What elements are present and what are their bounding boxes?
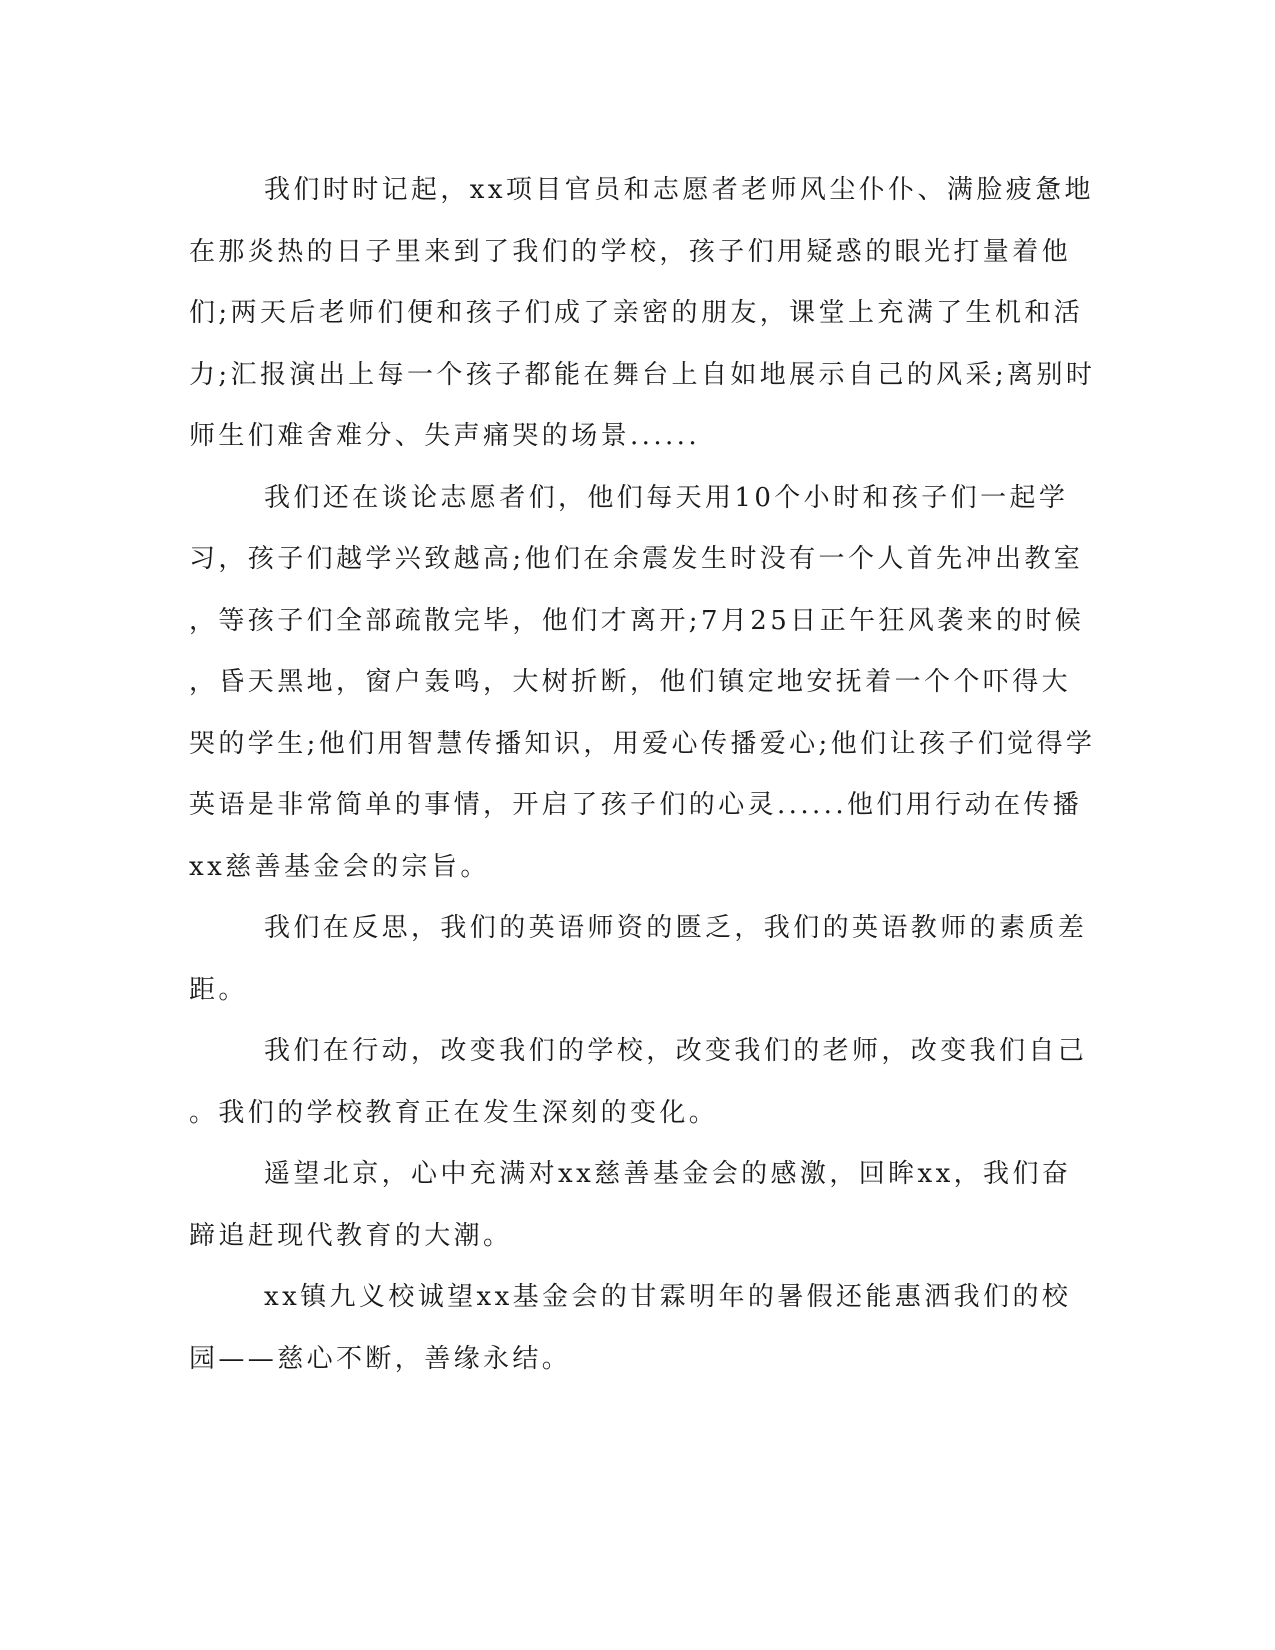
text-line: 园——慈心不断，善缘永结。: [189, 1343, 572, 1374]
paragraph: [189, 468, 1096, 899]
text-line: xx镇九义校诚望xx基金会的甘霖明年的暑假还能惠洒我们的校: [264, 1282, 1072, 1312]
text-line: ，昏天黑地，窗户轰鸣，大树折断，他们镇定地安抚着一个个吓得大: [189, 667, 1072, 697]
paragraph: [189, 160, 1096, 468]
text-line: 我们在反思，我们的英语师资的匮乏，我们的英语教师的素质差: [264, 913, 1088, 943]
text-line: 习，孩子们越学兴致越高;他们在余震发生时没有一个人首先冲出教室: [189, 544, 1084, 574]
text-line: 我们还在谈论志愿者们，他们每天用10个小时和孩子们一起学: [264, 482, 1069, 513]
text-line: 我们在行动，改变我们的学校，改变我们的老师，改变我们自己: [264, 1036, 1088, 1066]
text-line: 蹄追赶现代教育的大潮。: [189, 1220, 513, 1251]
text-line: 在那炎热的日子里来到了我们的学校，孩子们用疑惑的眼光打量着他: [189, 236, 1072, 267]
text-line: 。我们的学校教育正在发生深刻的变化。: [189, 1097, 719, 1128]
text-line: 距。: [189, 974, 248, 1005]
text-line: 哭的学生;他们用智慧传播知识，用爱心传播爱心;他们让孩子们觉得学: [189, 728, 1096, 759]
text-line: 我们时时记起，xx项目官员和志愿者老师风尘仆仆、满脸疲惫地: [264, 175, 1094, 205]
text-line: 遥望北京，心中充满对xx慈善基金会的感激，回眸xx，我们奋: [264, 1159, 1072, 1189]
text-line: ，等孩子们全部疏散完毕，他们才离开;7月25日正午狂风袭来的时候: [189, 605, 1085, 636]
text-line: xx慈善基金会的宗旨。: [189, 851, 490, 882]
paragraph: [189, 1267, 1079, 1390]
document-body: [189, 160, 1096, 1390]
text-line: 们;两天后老师们便和孩子们成了亲密的朋友，课堂上充满了生机和活: [189, 298, 1084, 328]
text-line: 力;汇报演出上每一个孩子都能在舞台上自如地展示自己的风采;离别时: [189, 359, 1096, 390]
paragraph: [189, 898, 1088, 1021]
paragraph: [189, 1021, 1088, 1144]
paragraph: [189, 1144, 1079, 1267]
text-line: 师生们难舍难分、失声痛哭的场景......: [189, 421, 700, 451]
text-line: 英语是非常简单的事情，开启了孩子们的心灵......他们用行动在传播: [189, 790, 1083, 820]
